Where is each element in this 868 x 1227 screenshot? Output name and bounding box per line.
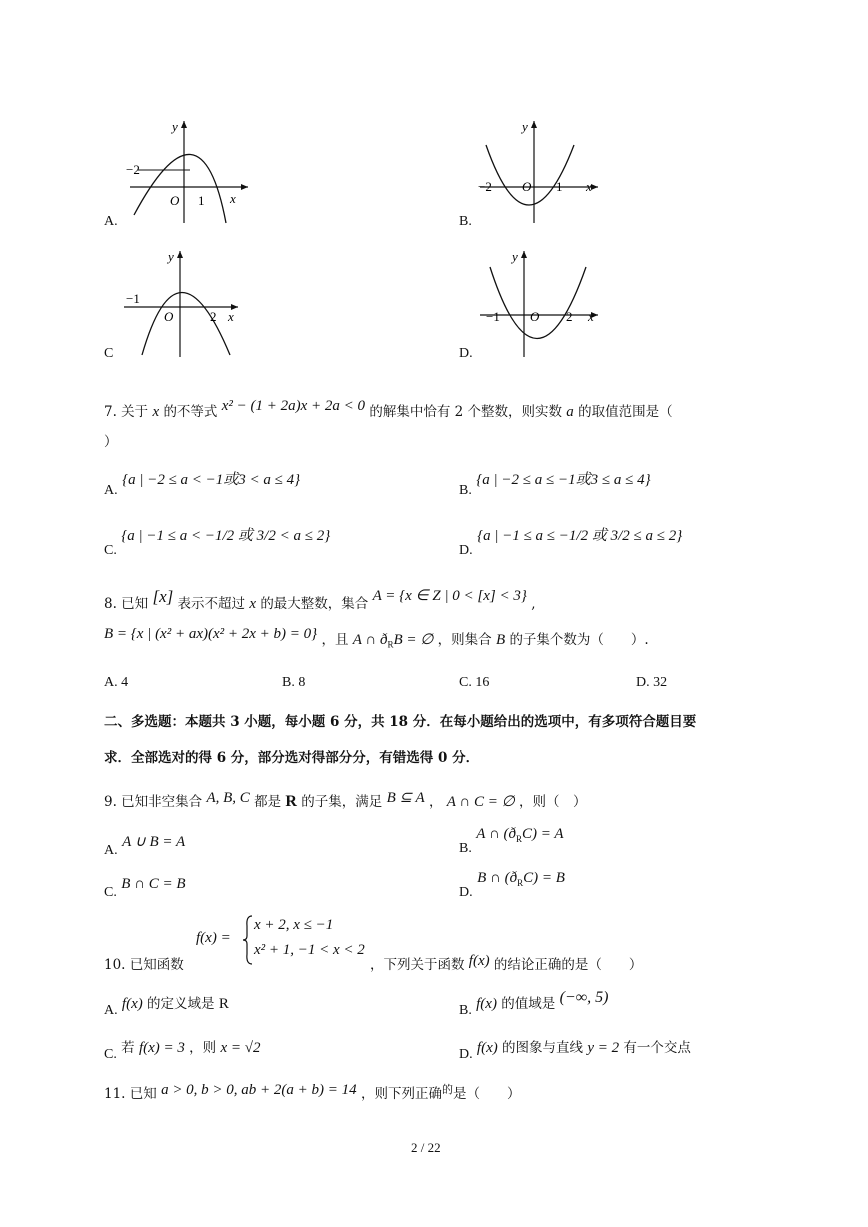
graph-a-y-label: y — [172, 119, 178, 134]
q7-suffix2: 的取值范围是（ — [578, 404, 673, 420]
graph-d-tick-2: 2 — [566, 309, 573, 324]
q7-prefix: 7. 关于 — [104, 404, 149, 420]
q7-option-c-label: C. — [104, 543, 117, 558]
q10-option-b-f: f(x) — [476, 996, 497, 1012]
q10-option-d-label: D. — [459, 1047, 473, 1062]
q7-suffix: 的解集中恰有 2 个整数，则实数 — [369, 404, 562, 420]
q8-option-d: D. 32 — [636, 675, 668, 690]
q10-case1: x + 2, x ≤ −1 — [254, 917, 334, 933]
q8-setB: B = {x | (x² + ax)(x² + 2x + b) = 0} — [104, 626, 318, 642]
graph-a-origin: O — [170, 193, 180, 208]
graph-c — [120, 245, 250, 360]
q8-bracket: [x] — [152, 587, 174, 606]
q8-prefix: 8. 已知 — [104, 596, 149, 612]
graph-a-label: A. — [104, 214, 118, 229]
graph-b-y-label: y — [522, 119, 528, 134]
q10-option-d-f: f(x) — [476, 1040, 498, 1056]
graph-a-tick-2: 1 — [198, 193, 205, 208]
q10-option-a-f: f(x) — [121, 996, 143, 1012]
q8-cond-sub: R — [387, 639, 394, 650]
q10-option-b-label: B. — [459, 1003, 472, 1018]
q9-text1: 都是 — [254, 794, 282, 810]
q9-option-a-text: A ∪ B = A — [122, 834, 186, 850]
q9-line — [104, 790, 587, 811]
q11-text2: 是（ ） — [452, 1086, 521, 1102]
q9-prefix: 9. 已知非空集合 — [104, 794, 203, 810]
q10-text1: ，下列关于函数 — [370, 957, 465, 973]
graph-b — [476, 115, 606, 227]
q9-option-b-label: B. — [459, 841, 472, 856]
q9-option-b — [459, 826, 564, 857]
q9-R: R — [285, 793, 297, 810]
q11-line — [104, 1082, 520, 1103]
graph-b-tick-1: −2 — [478, 179, 492, 194]
q7-option-c — [104, 524, 330, 559]
q10-option-c-text2: ，则 — [189, 1040, 217, 1056]
q10-option-c-label: C. — [104, 1047, 117, 1062]
q8-text3: ，且 — [321, 632, 349, 648]
q10-tail — [370, 953, 642, 974]
q9-option-d-text2: C) = B — [523, 870, 565, 886]
section2-line-1: 二、多选题：本题共 3 小题，每小题 6 分，共 18 分．在每小题给出的选项中，有多项符合题目要 — [104, 714, 697, 730]
q7-option-d — [459, 524, 682, 559]
q8-cond: A ∩ ð — [352, 632, 388, 648]
q8-line-1 — [104, 587, 536, 613]
q8-var: x — [249, 596, 257, 612]
q7-option-d-label: D. — [459, 543, 473, 558]
q9-option-c — [104, 876, 186, 901]
graph-d-x-label: x — [588, 309, 594, 324]
q7-option-a-text: {a | −2 ≤ a < −1或3 < a ≤ 4} — [122, 472, 301, 488]
graph-d-tick-1: −1 — [486, 309, 500, 324]
q9-option-c-label: C. — [104, 885, 117, 900]
q9-option-c-text: B ∩ C = B — [121, 876, 186, 892]
q7-line — [104, 400, 673, 421]
q10-case2: x² + 1, −1 < x < 2 — [254, 942, 365, 958]
q7-option-d-text: {a | −1 ≤ a ≤ −1/2 或 3/2 ≤ a ≤ 2} — [477, 528, 683, 544]
q10-option-a-R: R — [218, 996, 229, 1012]
q9-text2: 的子集，满足 — [301, 794, 383, 810]
graph-d-origin: O — [530, 309, 540, 324]
graph-a-x-label: x — [230, 191, 236, 206]
q10-option-c-cond: f(x) = 3 — [138, 1040, 185, 1056]
q10-fx2: f(x) — [468, 953, 490, 969]
q11-prefix: 11. 已知 — [104, 1086, 157, 1102]
q7-option-a-label: A. — [104, 483, 118, 498]
q9-option-d-sub: R — [517, 877, 524, 888]
q9-option-b-text: A ∩ (ð — [476, 826, 517, 842]
graph-c-tick-2: 2 — [210, 309, 217, 324]
q10-option-a-label: A. — [104, 1003, 118, 1018]
graph-d — [476, 245, 606, 360]
q11-cond: a > 0, b > 0, ab + 2(a + b) = 14 — [161, 1082, 357, 1098]
q10-brace — [242, 914, 254, 966]
q10-option-b-val: (−∞, 5) — [559, 989, 609, 1006]
q9-sets: A, B, C — [206, 790, 250, 806]
graph-a — [120, 115, 250, 227]
graph-d-y-label: y — [512, 249, 518, 264]
q8-text5: 的子集个数为（ ）. — [509, 632, 649, 648]
graph-b-origin: O — [522, 179, 532, 194]
q8-line-2 — [104, 628, 649, 650]
graph-a-tick-1: −2 — [126, 162, 140, 177]
graph-c-y-label: y — [168, 249, 174, 264]
graph-b-x-label: x — [586, 179, 592, 194]
graph-b-tick-2: 1 — [556, 179, 563, 194]
q10-text2: 的结论正确的是（ ） — [493, 957, 643, 973]
graph-c-tick-1: −1 — [126, 291, 140, 306]
q7-mid: 的不等式 — [163, 404, 218, 420]
q8-setA: A = {x ∈ Z | 0 < [x] < 3} — [372, 588, 527, 604]
q7-close: ） — [104, 434, 118, 450]
q10-option-c — [104, 1036, 260, 1063]
q10-option-d-text2: 有一个交点 — [623, 1040, 691, 1056]
q9-cond2: A ∩ C = ∅ — [446, 794, 515, 810]
q10-option-a-text: 的定义域是 — [147, 996, 215, 1012]
q8-option-c: C. 16 — [459, 675, 490, 690]
q10-option-c-text: 若 — [121, 1040, 135, 1056]
q7-option-b — [459, 468, 651, 499]
q9-option-d-label: D. — [459, 885, 473, 900]
q10-option-d — [459, 1036, 691, 1063]
q10-option-b — [459, 989, 609, 1019]
graph-c-x-label: x — [228, 309, 234, 324]
q9-cond1: B ⊆ A — [386, 790, 425, 806]
q9-text3: ，则（ ） — [519, 794, 587, 810]
q9-option-d-text: B ∩ (ð — [477, 870, 518, 886]
q9-sep: ， — [428, 794, 443, 810]
q7-var2: a — [566, 404, 574, 420]
q11-de: 的 — [441, 1083, 453, 1096]
q8-var2: B — [495, 632, 506, 648]
q7-expr: x² − (1 + 2a)x + 2a < 0 — [221, 398, 366, 414]
graph-c-label: C — [104, 346, 114, 361]
q10-option-c-val: x = √2 — [220, 1040, 261, 1056]
q9-option-a-label: A. — [104, 843, 118, 858]
q10-option-d-line: y = 2 — [587, 1040, 620, 1056]
page-number: 2 / 22 — [411, 1140, 441, 1155]
q10-fx: f(x) = — [196, 930, 231, 946]
q8-comma: , — [531, 596, 536, 612]
q8-cond2: B = ∅ — [393, 632, 434, 648]
q10-prefix: 10. 已知函数 — [104, 957, 184, 973]
q8-option-b: B. 8 — [282, 675, 306, 690]
q7-var: x — [152, 404, 160, 420]
q8-text2: 的最大整数，集合 — [260, 596, 369, 612]
q7-option-a — [104, 468, 300, 499]
q10-option-b-text: 的值域是 — [501, 996, 556, 1012]
q11-text: ，则下列正确 — [360, 1086, 442, 1102]
q9-option-a — [104, 832, 185, 859]
graph-c-origin: O — [164, 309, 174, 324]
q9-option-b-sub: R — [516, 833, 523, 844]
q9-option-d — [459, 870, 565, 901]
graph-b-label: B. — [459, 214, 472, 229]
q8-text4: ，则集合 — [437, 632, 492, 648]
q7-option-c-text: {a | −1 ≤ a < −1/2 或 3/2 < a ≤ 2} — [121, 528, 331, 544]
q9-option-b-text2: C) = A — [522, 826, 564, 842]
q10-option-d-text: 的图象与直线 — [502, 1040, 584, 1056]
q8-text1: 表示不超过 — [177, 596, 246, 612]
q10-option-a — [104, 992, 229, 1019]
q7-option-b-label: B. — [459, 483, 472, 498]
q8-option-a: A. 4 — [104, 675, 129, 690]
q7-option-b-text: {a | −2 ≤ a ≤ −1或3 ≤ a ≤ 4} — [476, 472, 651, 488]
section2-line-2: 求．全部选对的得 6 分，部分选对得部分分，有错选得 0 分． — [104, 750, 480, 766]
graph-d-label: D. — [459, 346, 473, 361]
